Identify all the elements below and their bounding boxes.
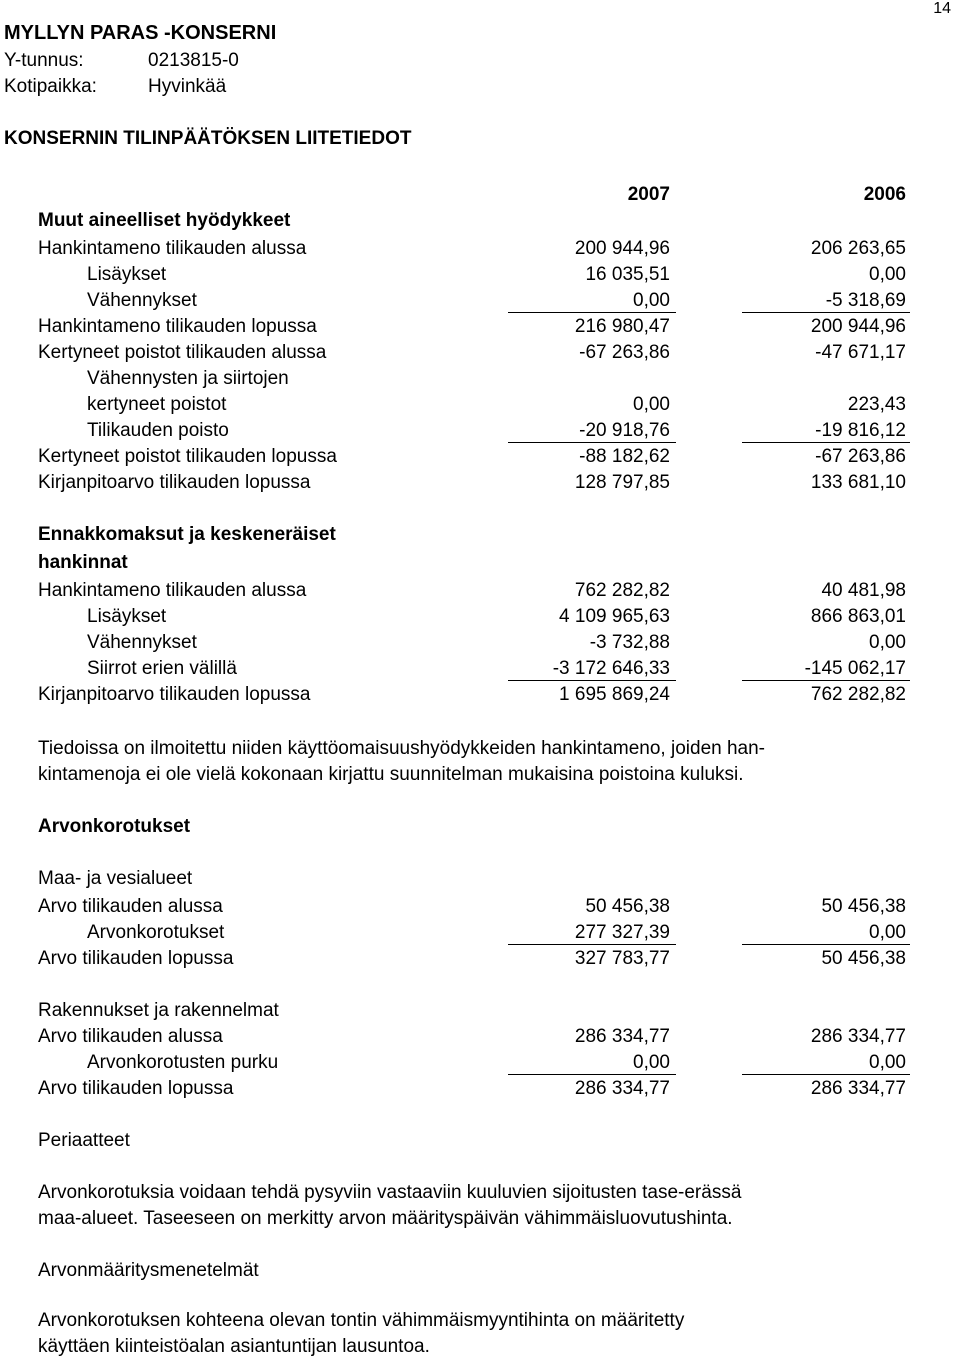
section-title-ennakko-cont: hankinnat	[38, 552, 128, 573]
row-value-2007: 0,00	[633, 290, 670, 311]
row-label: Vähennysten ja siirtojen	[87, 368, 289, 389]
year-header-2006: 2006	[863, 184, 906, 205]
row-value-2006: 223,43	[847, 394, 906, 415]
row-value-2006: 206 263,65	[810, 238, 906, 259]
row-value-2006: 286 334,77	[810, 1078, 906, 1099]
row-value-2006: 50 456,38	[821, 948, 906, 969]
ytunnus-value: 0213815-0	[148, 50, 239, 71]
subtotal-rule	[508, 312, 676, 313]
row-value-2007: -3 172 646,33	[552, 658, 670, 679]
row-label: kertyneet poistot	[87, 394, 227, 415]
row-label: Tilikauden poisto	[87, 420, 229, 441]
row-label: Arvo tilikauden lopussa	[38, 948, 234, 969]
row-label: Lisäykset	[87, 606, 167, 627]
row-value-2006: 0,00	[869, 922, 906, 943]
row-value-2006: 866 863,01	[810, 606, 906, 627]
row-value-2007: 50 456,38	[585, 896, 670, 917]
row-value-2007: 277 327,39	[574, 922, 670, 943]
subtotal-rule	[742, 680, 910, 681]
periaatteet-text: Arvonkorotuksia voidaan tehdä pysyviin vastaaviin kuuluvien sijoitusten tase-erässä	[38, 1182, 742, 1203]
row-value-2006: 0,00	[869, 264, 906, 285]
note-text-cont: kintamenoja ei ole vielä kokonaan kirjattu suunnitelman mukaisina poistoina kuluksi.	[38, 764, 744, 785]
section-title-arvonkorotukset: Arvonkorotukset	[38, 816, 191, 837]
row-label: Hankintameno tilikauden alussa	[38, 580, 307, 601]
subtotal-rule	[508, 944, 676, 945]
row-value-2007: 16 035,51	[585, 264, 670, 285]
subtotal-rule	[508, 442, 676, 443]
row-value-2007: -3 732,88	[589, 632, 670, 653]
menetelmat-text-cont: käyttäen kiinteistöalan asiantuntijan lausuntoa.	[38, 1336, 430, 1357]
menetelmat-heading: Arvonmääritysmenetelmät	[38, 1260, 259, 1281]
section-title-ennakko: Ennakkomaksut ja keskeneräiset	[38, 524, 336, 545]
subsection-title-rakennukset: Rakennukset ja rakennelmat	[38, 1000, 279, 1021]
row-value-2007: 0,00	[633, 1052, 670, 1073]
row-value-2006: 762 282,82	[810, 684, 906, 705]
row-label: Kertyneet poistot tilikauden alussa	[38, 342, 327, 363]
row-value-2007: 327 783,77	[574, 948, 670, 969]
periaatteet-heading: Periaatteet	[38, 1130, 130, 1151]
subtotal-rule	[508, 680, 676, 681]
row-value-2007: 216 980,47	[574, 316, 670, 337]
row-value-2007: 286 334,77	[574, 1026, 670, 1047]
subtotal-rule	[742, 1074, 910, 1075]
row-value-2006: 0,00	[869, 1052, 906, 1073]
row-value-2006: 0,00	[869, 632, 906, 653]
row-value-2007: 200 944,96	[574, 238, 670, 259]
menetelmat-text: Arvonkorotuksen kohteena olevan tontin vähimmäismyyntihinta on määritetty	[38, 1310, 685, 1331]
row-value-2007: 128 797,85	[574, 472, 670, 493]
row-value-2006: 133 681,10	[810, 472, 906, 493]
row-label: Arvo tilikauden alussa	[38, 896, 223, 917]
periaatteet-text-cont: maa-alueet. Taseeseen on merkitty arvon määrityspäivän vähimmäisluovutushinta.	[38, 1208, 733, 1229]
row-value-2007: 0,00	[633, 394, 670, 415]
row-label: Kirjanpitoarvo tilikauden lopussa	[38, 472, 311, 493]
row-label: Hankintameno tilikauden lopussa	[38, 316, 317, 337]
document-title: KONSERNIN TILINPÄÄTÖKSEN LIITETIEDOT	[4, 128, 412, 149]
row-value-2006: -47 671,17	[815, 342, 906, 363]
subtotal-rule	[742, 312, 910, 313]
row-value-2007: -20 918,76	[579, 420, 670, 441]
subtotal-rule	[742, 442, 910, 443]
subtotal-rule	[742, 944, 910, 945]
row-value-2007: 762 282,82	[574, 580, 670, 601]
row-value-2006: -5 318,69	[825, 290, 906, 311]
row-label: Vähennykset	[87, 632, 197, 653]
row-label: Siirrot erien välillä	[87, 658, 237, 679]
row-value-2007: 286 334,77	[574, 1078, 670, 1099]
row-value-2006: -145 062,17	[804, 658, 906, 679]
row-label: Kirjanpitoarvo tilikauden lopussa	[38, 684, 311, 705]
row-value-2007: 1 695 869,24	[559, 684, 670, 705]
row-value-2006: 200 944,96	[810, 316, 906, 337]
row-label: Vähennykset	[87, 290, 197, 311]
row-label: Arvo tilikauden lopussa	[38, 1078, 234, 1099]
year-header-2007: 2007	[627, 184, 670, 205]
row-label: Arvonkorotukset	[87, 922, 225, 943]
row-value-2007: 4 109 965,63	[559, 606, 670, 627]
row-value-2006: 40 481,98	[821, 580, 906, 601]
row-value-2006: 50 456,38	[821, 896, 906, 917]
ytunnus-label: Y-tunnus:	[4, 50, 84, 71]
row-value-2007: -67 263,86	[579, 342, 670, 363]
row-value-2006: -67 263,86	[815, 446, 906, 467]
row-value-2006: -19 816,12	[815, 420, 906, 441]
subsection-title-maa: Maa- ja vesialueet	[38, 868, 193, 889]
row-label: Kertyneet poistot tilikauden lopussa	[38, 446, 337, 467]
company-name: MYLLYN PARAS -KONSERNI	[4, 22, 277, 44]
page-number: 14	[933, 0, 951, 17]
kotipaikka-value: Hyvinkää	[148, 76, 227, 97]
row-label: Lisäykset	[87, 264, 167, 285]
section-title-aineelliset: Muut aineelliset hyödykkeet	[38, 210, 291, 231]
row-value-2007: -88 182,62	[579, 446, 670, 467]
row-value-2006: 286 334,77	[810, 1026, 906, 1047]
row-label: Arvonkorotusten purku	[87, 1052, 279, 1073]
subtotal-rule	[508, 1074, 676, 1075]
row-label: Arvo tilikauden alussa	[38, 1026, 223, 1047]
row-label: Hankintameno tilikauden alussa	[38, 238, 307, 259]
kotipaikka-label: Kotipaikka:	[4, 76, 97, 97]
note-text: Tiedoissa on ilmoitettu niiden käyttöomaisuushyödykkeiden hankintameno, joiden han-	[38, 738, 766, 759]
